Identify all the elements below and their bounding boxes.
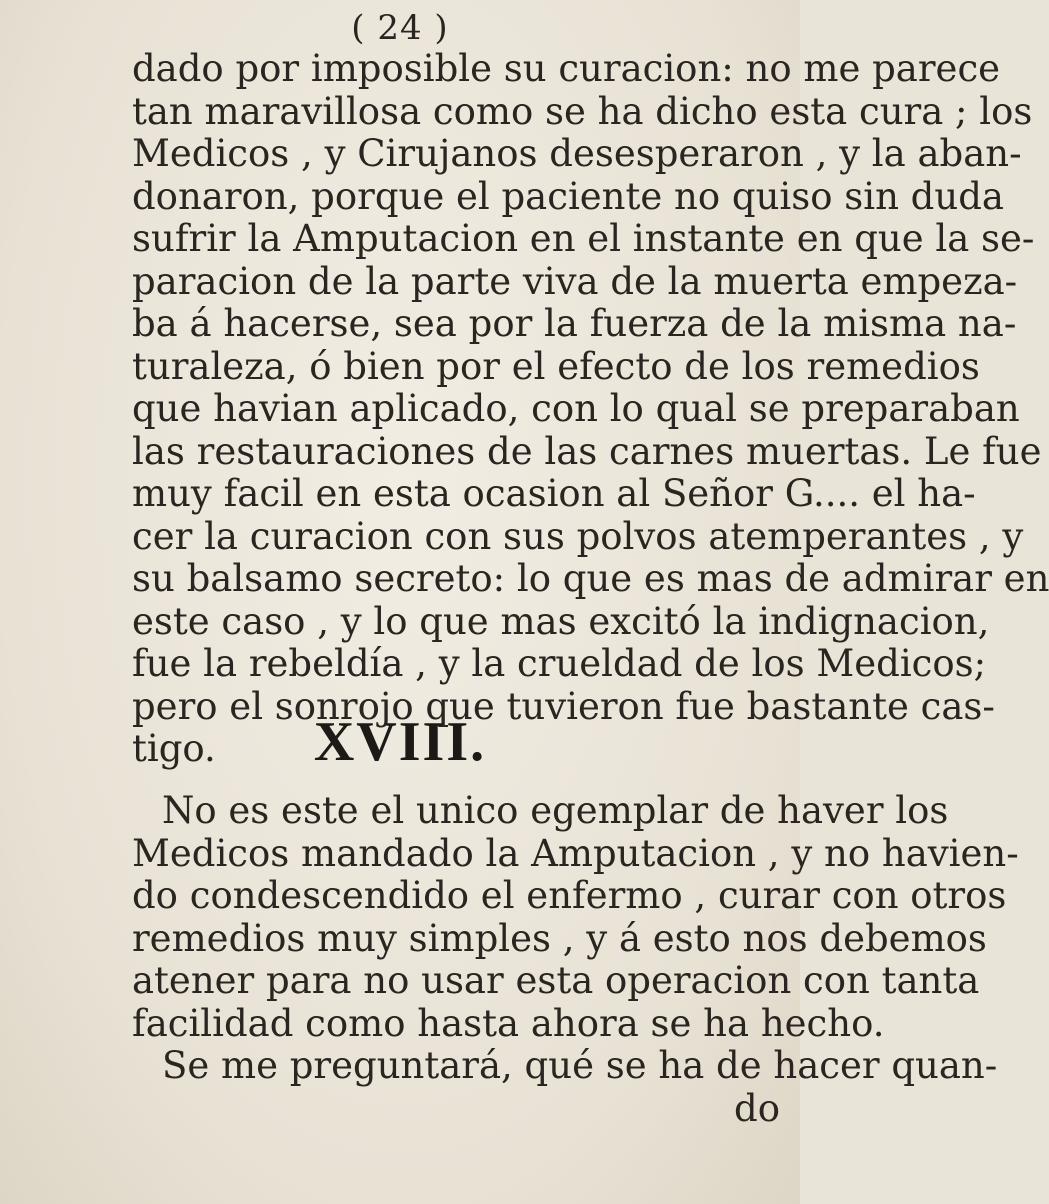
text-line: do condescendido el enfermo , curar con otros [132, 874, 1007, 917]
text-line: No es este el unico egemplar de haver los [162, 789, 949, 832]
text-line: fue la rebeldía , y la crueldad de los Medicos; [132, 642, 987, 685]
text-line: paracion de la parte viva de la muerta empeza- [132, 259, 1018, 303]
text-line: cer la curacion con sus polvos atemperantes , y [132, 514, 1024, 558]
text-line: tigo. [132, 727, 216, 770]
text-line: atener para no usar esta operacion con tanta [132, 959, 980, 1002]
text-line: dado por imposible su curacion: no me parece [132, 47, 1001, 90]
paragraph-2 [132, 789, 1019, 1130]
text-line: ba á hacerse, sea por la fuerza de la misma na- [132, 302, 1017, 345]
text-line: muy facil en esta ocasion al Señor G.... el ha- [132, 472, 976, 515]
text-line: este caso , y lo que mas excitó la indignacion, [132, 599, 990, 643]
text-line: las restauraciones de las carnes muertas. Le fue [132, 429, 1042, 473]
text-line: Se me preguntará, qué se ha de hacer quan- [162, 1044, 998, 1087]
text-line: tan maravillosa como se ha dicho esta cura ; los [132, 89, 1033, 133]
text-line: remedios muy simples , y á esto nos debemos [132, 916, 987, 960]
text-line: sufrir la Amputacion en el instante en que la se- [132, 217, 1035, 260]
page-number: ( 24 ) [351, 8, 449, 48]
text-line: Medicos mandado la Amputacion , y no havien- [132, 831, 1019, 875]
text-line: turaleza, ó bien por el efecto de los remedios [132, 344, 980, 388]
paragraph-1 [132, 47, 1049, 771]
text-line: su balsamo secreto: lo que es mas de admirar en [132, 557, 1049, 600]
text-line: Medicos , y Cirujanos desesperaron , y la aban- [132, 132, 1022, 175]
section-number: XVIII. [313, 711, 487, 773]
text-line: facilidad como hasta ahora se ha hecho. [132, 1001, 885, 1045]
text-line: donaron, porque el paciente no quiso sin duda [132, 174, 1004, 218]
text-line: que havian aplicado, con lo qual se preparaban [132, 387, 1020, 430]
catchword: do [734, 1086, 780, 1130]
text-line: pero el sonrojo que tuvieron fue bastante cas- [132, 684, 995, 728]
